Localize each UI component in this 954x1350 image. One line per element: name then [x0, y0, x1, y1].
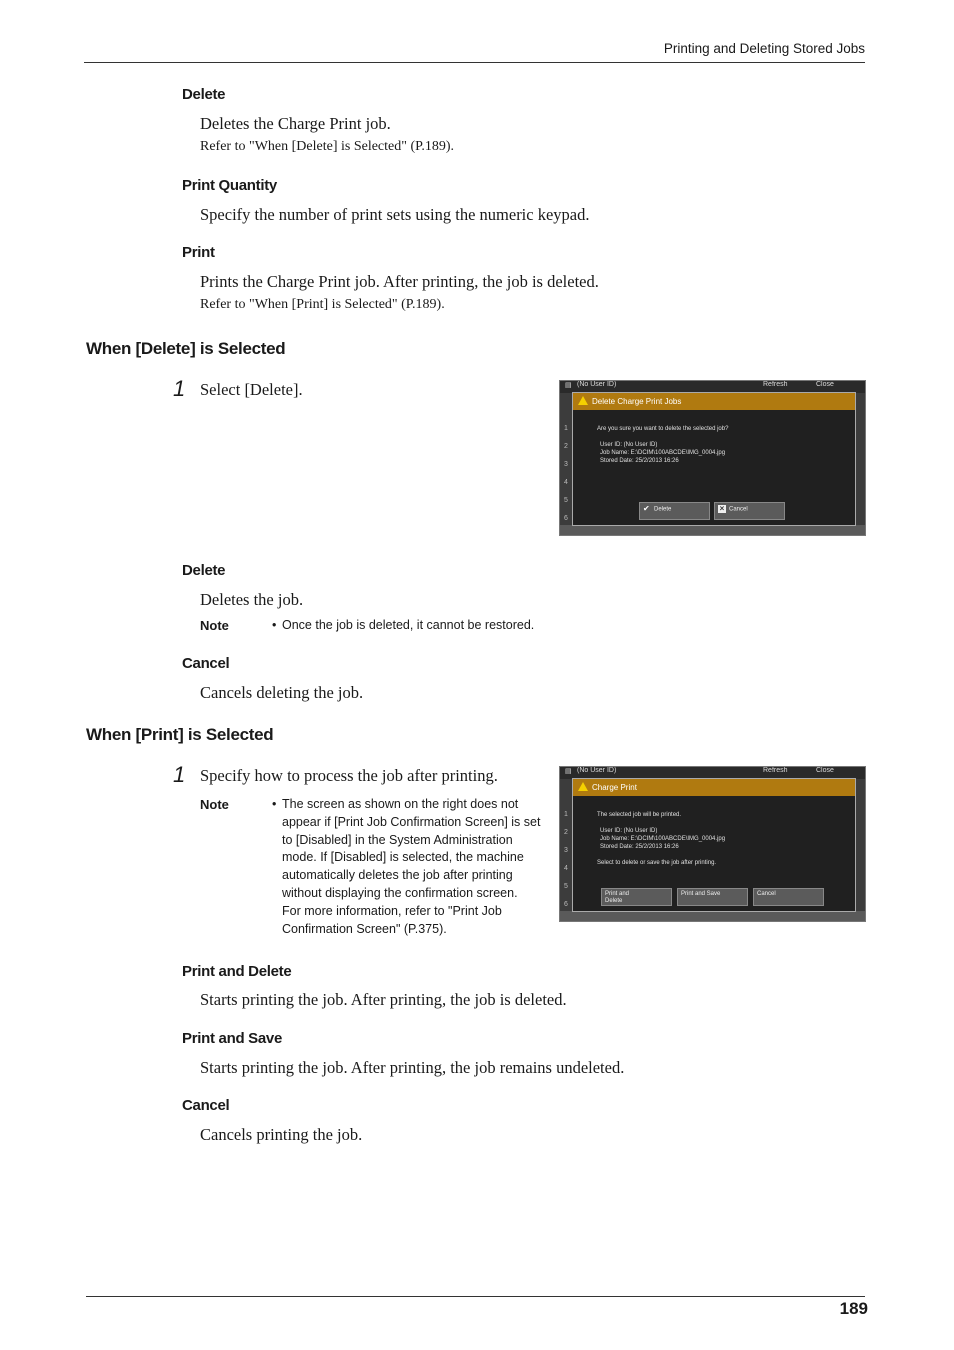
- print-heading: Print: [182, 244, 215, 261]
- dialog-cancel-button[interactable]: [714, 502, 785, 520]
- list-index: 5: [564, 497, 568, 504]
- note-bullet: •: [272, 797, 277, 811]
- note-line: automatically deletes the job after printing: [282, 868, 513, 883]
- note-label: Note: [200, 797, 229, 812]
- page-number: 189: [839, 1299, 868, 1318]
- note-label: Note: [200, 618, 229, 633]
- close-label: Close: [816, 381, 834, 388]
- print-and-delete-label: Print and: [605, 891, 630, 897]
- list-index: 3: [564, 461, 568, 468]
- delete-option-description: Deletes the job.: [200, 590, 304, 609]
- screen-user-id: (No User ID): [577, 767, 617, 774]
- print-dialog-screenshot: [559, 766, 866, 922]
- list-index: 4: [564, 865, 568, 872]
- step-number: 1: [173, 376, 186, 401]
- list-index: 2: [564, 443, 568, 450]
- print-quantity-heading: Print Quantity: [182, 177, 277, 194]
- footer-rule: [86, 1296, 865, 1297]
- print-and-delete-label: Delete: [605, 898, 623, 904]
- delete-dialog-screenshot: [559, 380, 866, 536]
- print-description: Prints the Charge Print job. After printing, the job is deleted.: [200, 272, 599, 291]
- cancel-option-description: Cancels deleting the job.: [200, 683, 364, 702]
- note-body: [282, 796, 554, 938]
- note-line: Confirmation Screen" (P.375).: [282, 921, 447, 936]
- charge-print-dialog: [572, 778, 856, 912]
- dialog-user-id: User ID: (No User ID): [600, 828, 658, 834]
- list-index: 6: [564, 515, 568, 522]
- checkmark-icon: ✔: [643, 504, 650, 513]
- refresh-label: Refresh: [763, 381, 788, 388]
- screen-user-id: (No User ID): [577, 381, 617, 388]
- screen-bottombar: [560, 911, 865, 921]
- list-index: 6: [564, 901, 568, 908]
- note-bullet: •: [272, 618, 277, 632]
- refresh-label: Refresh: [763, 767, 788, 774]
- cancel-print-heading: Cancel: [182, 1097, 230, 1114]
- print-reference: Refer to "When [Print] is Selected" (P.189).: [200, 297, 445, 312]
- cancel-print-description: Cancels printing the job.: [200, 1125, 363, 1144]
- list-index: 2: [564, 829, 568, 836]
- section-heading-delete: When [Delete] is Selected: [86, 339, 286, 358]
- dialog-cancel-label: Cancel: [757, 891, 776, 897]
- cancel-option-heading: Cancel: [182, 655, 230, 672]
- step-text: Specify how to process the job after printing.: [200, 766, 498, 785]
- print-and-save-description: Starts printing the job. After printing, the job remains undeleted.: [200, 1058, 625, 1077]
- dialog-delete-button[interactable]: [639, 502, 710, 520]
- dialog-cancel-button[interactable]: [753, 888, 824, 906]
- screen-bottombar: [560, 525, 865, 535]
- delete-heading: Delete: [182, 86, 226, 103]
- step-number: 1: [173, 762, 186, 787]
- dialog-stored-date: Stored Date: 25/2/2013 16:26: [600, 844, 679, 850]
- header-rule: [84, 62, 865, 63]
- delete-description: Deletes the Charge Print job.: [200, 114, 391, 133]
- dialog-title: Charge Print: [592, 783, 637, 792]
- dialog-title: Delete Charge Print Jobs: [592, 397, 682, 406]
- note-line: appear if [Print Job Confirmation Screen] is set: [282, 814, 541, 829]
- delete-reference: Refer to "When [Delete] is Selected" (P.189).: [200, 139, 455, 154]
- section-heading-print: When [Print] is Selected: [86, 725, 274, 744]
- print-and-save-button[interactable]: [677, 888, 748, 906]
- dialog-message: The selected job will be printed.: [597, 812, 682, 818]
- running-header: Printing and Deleting Stored Jobs: [663, 41, 865, 56]
- note-text: Once the job is deleted, it cannot be restored.: [282, 618, 535, 632]
- dialog-question: Are you sure you want to delete the selected job?: [597, 426, 729, 432]
- print-and-save-label: Print and Save: [681, 891, 721, 897]
- note-line: to [Disabled] in the System Administration: [282, 832, 513, 847]
- list-index: 4: [564, 479, 568, 486]
- list-index: 3: [564, 847, 568, 854]
- note-line: The screen as shown on the right does not: [282, 797, 519, 811]
- list-index: 5: [564, 883, 568, 890]
- dialog-titlebar: [573, 393, 855, 410]
- print-and-save-heading: Print and Save: [182, 1030, 283, 1047]
- dialog-cancel-label: Cancel: [729, 506, 748, 513]
- note-line: without displaying the confirmation screen.: [282, 885, 518, 900]
- print-and-delete-heading: Print and Delete: [182, 963, 292, 980]
- dialog-select-text: Select to delete or save the job after printing.: [597, 860, 717, 866]
- list-index: 1: [564, 811, 568, 818]
- print-and-delete-description: Starts printing the job. After printing, the job is deleted.: [200, 990, 567, 1009]
- close-icon: ×: [719, 504, 725, 513]
- print-quantity-description: Specify the number of print sets using the numeric keypad.: [200, 205, 590, 224]
- delete-option-heading: Delete: [182, 562, 226, 579]
- step-text: Select [Delete].: [200, 380, 303, 399]
- note-line: mode. If [Disabled] is selected, the machine: [282, 850, 524, 865]
- delete-dialog: [572, 392, 856, 526]
- dialog-delete-label: Delete: [654, 506, 672, 513]
- warning-icon: [578, 396, 588, 405]
- list-index: 1: [564, 425, 568, 432]
- dialog-titlebar: [573, 779, 855, 796]
- note-line: For more information, refer to "Print Job: [282, 903, 502, 918]
- dialog-stored-date: Stored Date: 25/2/2013 16:26: [600, 458, 679, 464]
- user-icon: ▤: [565, 768, 572, 775]
- dialog-job-name: Job Name: E:\DCIM\100ABCDE\IMG_0004.jpg: [600, 450, 726, 456]
- close-label: Close: [816, 767, 834, 774]
- dialog-job-name: Job Name: E:\DCIM\100ABCDE\IMG_0004.jpg: [600, 836, 726, 842]
- print-and-delete-button[interactable]: [601, 888, 672, 906]
- dialog-user-id: User ID: (No User ID): [600, 442, 658, 448]
- warning-icon: [578, 782, 588, 791]
- user-icon: ▤: [565, 382, 572, 389]
